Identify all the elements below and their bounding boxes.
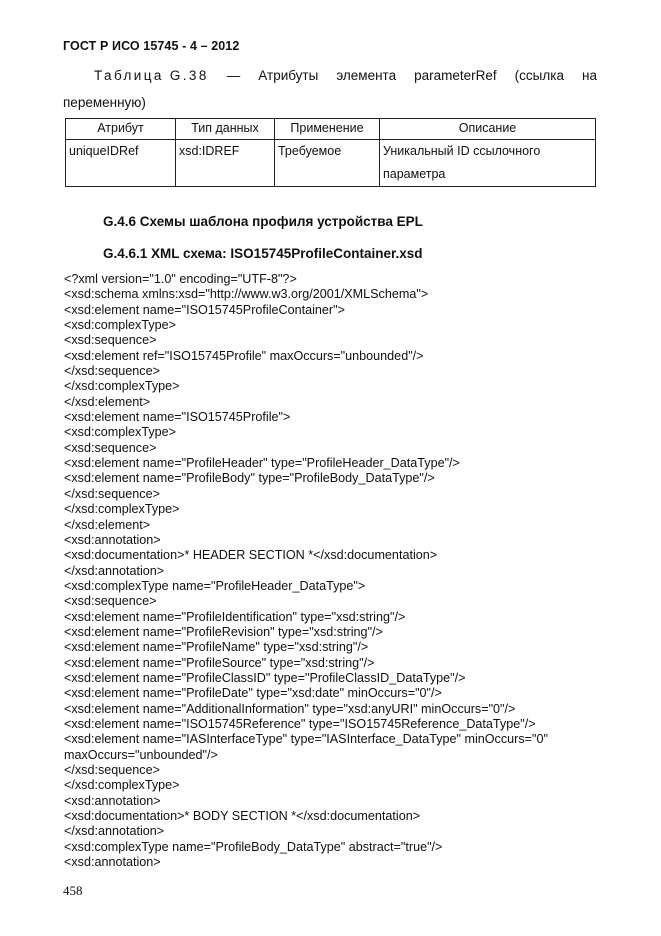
table-caption-word: на [581, 68, 597, 83]
table-caption-line1 [63, 62, 597, 89]
code-line: </xsd:annotation> [64, 824, 165, 839]
table-caption-word: Атрибуты [258, 68, 319, 83]
column-header-description: Описание [380, 119, 596, 140]
code-line: <xsd:element name="ISO15745ProfileContainer"> [64, 302, 345, 317]
table-caption-dash: — [226, 68, 241, 83]
code-line: <xsd:sequence> [64, 594, 157, 609]
table-row [66, 140, 596, 187]
code-line: <xsd:sequence> [64, 440, 157, 455]
code-line: <xsd:element name="ProfileDate" type="xsd:date" minOccurs="0"/> [64, 686, 442, 701]
table-caption-word: parameterRef [414, 68, 497, 83]
code-line: <xsd:element name="IASInterfaceType" type="IASInterface_DataType" minOccurs="0" maxOccurs="unbounded"/> [64, 732, 552, 762]
xml-code-listing [64, 272, 604, 870]
code-line: </xsd:sequence> [64, 763, 160, 777]
table-caption [63, 62, 597, 116]
code-line: <xsd:element name="ProfileBody" type="ProfileBody_DataType"/> [64, 471, 435, 486]
code-line: <xsd:element name="ProfileIdentification" type="xsd:string"/> [64, 609, 406, 624]
document-header: ГОСТ Р ИСО 15745 - 4 – 2012 [63, 39, 240, 53]
code-line: <?xml version="1.0" encoding="UTF-8"?> [64, 272, 297, 286]
code-line: <xsd:element name="ProfileHeader" type="ProfileHeader_DataType"/> [64, 456, 460, 471]
code-line: <xsd:complexType name="ProfileBody_DataType" abstract="true"/> [64, 839, 443, 854]
code-line: <xsd:sequence> [64, 333, 157, 348]
cell-usage: Требуемое [275, 140, 380, 187]
code-line: </xsd:sequence> [64, 486, 160, 501]
code-line: </xsd:element> [64, 517, 151, 532]
code-line: <xsd:annotation> [64, 793, 161, 808]
attributes-table [65, 118, 596, 187]
table-header-row [66, 119, 596, 140]
code-line: <xsd:complexType> [64, 318, 177, 333]
table-caption-line2: переменную) [63, 95, 146, 110]
code-line: <xsd:documentation>* HEADER SECTION *</xsd:documentation> [64, 548, 438, 563]
code-line: </xsd:complexType> [64, 379, 180, 394]
code-line: <xsd:element name="ISO15745Reference" type="ISO15745Reference_DataType"/> [64, 716, 536, 731]
code-line: <xsd:complexType> [64, 425, 177, 440]
column-header-attribute: Атрибут [66, 119, 176, 140]
code-line: <xsd:complexType name="ProfileHeader_DataType"> [64, 578, 366, 593]
table-caption-label: Таблица G.38 [94, 68, 209, 83]
code-line: </xsd:annotation> [64, 563, 165, 578]
code-line: <xsd:element name="ProfileClassID" type="ProfileClassID_DataType"/> [64, 670, 466, 685]
subsection-heading: G.4.6.1 XML схема: ISO15745ProfileContainer.xsd [103, 246, 423, 261]
cell-attribute: uniqueIDRef [66, 140, 176, 187]
code-line: <xsd:element name="ProfileName" type="xsd:string"/> [64, 640, 369, 655]
code-line: <xsd:element name="AdditionalInformation" type="xsd:anyURI" minOccurs="0"/> [64, 701, 516, 716]
table-caption-word: элемента [336, 68, 397, 83]
code-line: </xsd:sequence> [64, 364, 160, 379]
code-line: <xsd:element name="ProfileRevision" type="xsd:string"/> [64, 624, 383, 639]
code-line: <xsd:schema xmlns:xsd="http://www.w3.org/2001/XMLSchema"> [64, 287, 429, 302]
column-header-usage: Применение [275, 119, 380, 140]
cell-description: Уникальный ID ссылочного параметра [380, 140, 596, 187]
code-line: </xsd:complexType> [64, 502, 180, 517]
code-line: <xsd:element name="ISO15745Profile"> [64, 410, 291, 425]
code-line: </xsd:complexType> [64, 778, 180, 793]
code-line: <xsd:element ref="ISO15745Profile" maxOccurs="unbounded"/> [64, 348, 424, 363]
page-number: 458 [63, 883, 83, 898]
code-line: </xsd:element> [64, 394, 151, 409]
code-line: <xsd:annotation> [64, 532, 161, 547]
cell-data-type: xsd:IDREF [176, 140, 275, 187]
code-line: <xsd:annotation> [64, 855, 161, 870]
table-caption-word: (ссылка [514, 68, 564, 83]
section-heading: G.4.6 Схемы шаблона профиля устройства EPL [103, 214, 423, 229]
column-header-data-type: Тип данных [176, 119, 275, 140]
code-line: <xsd:element name="ProfileSource" type="xsd:string"/> [64, 655, 375, 670]
code-line: <xsd:documentation>* BODY SECTION *</xsd:documentation> [64, 809, 421, 824]
